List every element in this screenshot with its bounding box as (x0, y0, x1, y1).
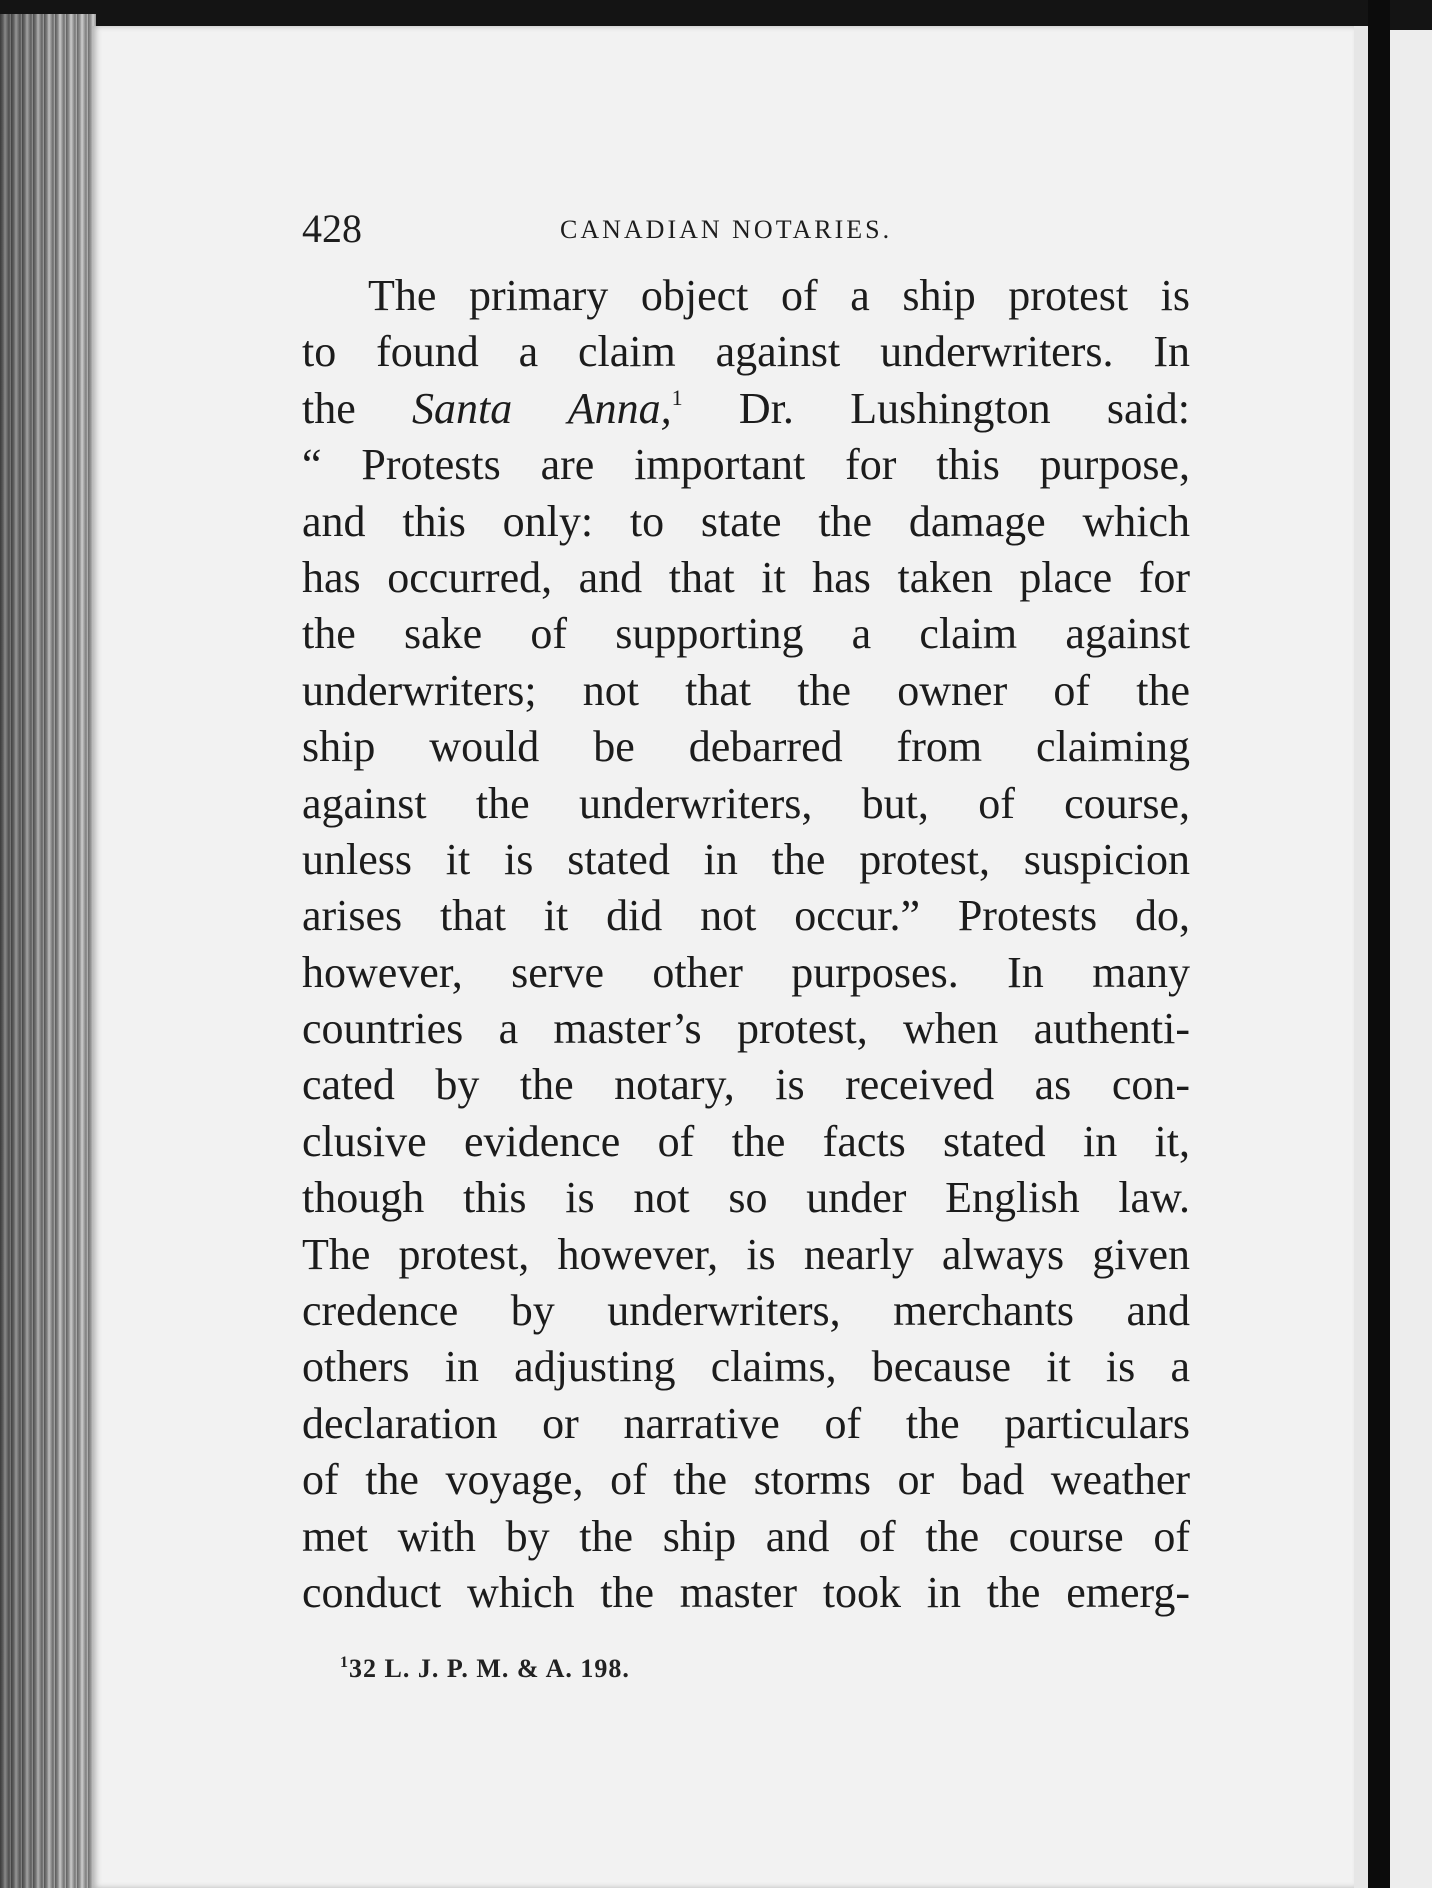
text-line: against the underwriters, but, of course, (302, 778, 1190, 828)
text-line: countries a master’s protest, when authenti- (302, 1004, 1190, 1054)
text-line: The primary object of a ship protest is (368, 271, 1190, 320)
text-line: “ Protests are important for this purpose, (302, 440, 1190, 490)
text-line (302, 381, 1190, 437)
case-name: Santa Anna, (412, 383, 672, 433)
footnote-text: 32 L. J. P. M. & A. 198. (349, 1654, 630, 1683)
footnote-marker: 1 (340, 1654, 349, 1671)
text-line: declaration or narrative of the particulars (302, 1398, 1190, 1448)
footnote-reference: 1 (671, 384, 683, 410)
text-line: arises that it did not occur.” Protests do, (302, 891, 1190, 941)
text-line: clusive evidence of the facts stated in it, (302, 1116, 1190, 1166)
book-edge-shadow (0, 14, 96, 1888)
text-line: conduct which the master took in the emerg- (302, 1567, 1190, 1617)
text-line: underwriters; not that the owner of the (302, 665, 1190, 715)
book-spine-shadow (1368, 0, 1390, 1888)
text-line: cated by the notary, is received as con- (302, 1060, 1190, 1110)
text-line: and this only: to state the damage which (302, 496, 1190, 546)
body-text (302, 268, 1190, 1621)
text-line: however, serve other purposes. In many (302, 947, 1190, 997)
text-fragment: the (302, 383, 356, 433)
text-line: credence by underwriters, merchants and (302, 1286, 1190, 1336)
text-line: The protest, however, is nearly always given (302, 1229, 1190, 1279)
facing-page-edge (1390, 30, 1432, 1888)
running-head: CANADIAN NOTARIES. (560, 215, 893, 244)
text-line: of the voyage, of the storms or bad weather (302, 1455, 1190, 1505)
page-gutter (1354, 26, 1368, 1888)
footnote (340, 1654, 630, 1684)
text-line: ship would be debarred from claiming (302, 722, 1190, 772)
text-line: the sake of supporting a claim against (302, 609, 1190, 659)
text-line: though this is not so under English law. (302, 1173, 1190, 1223)
page-number: 428 (302, 206, 362, 251)
page-header (302, 204, 1190, 254)
text-line: met with by the ship and of the course of (302, 1511, 1190, 1561)
text-line: unless it is stated in the protest, suspicion (302, 834, 1190, 884)
text-fragment: Dr. Lushington said: (738, 383, 1190, 433)
text-line: to found a claim against underwriters. In (302, 327, 1190, 377)
text-line: others in adjusting claims, because it is a (302, 1342, 1190, 1392)
text-line: has occurred, and that it has taken place for (302, 552, 1190, 602)
